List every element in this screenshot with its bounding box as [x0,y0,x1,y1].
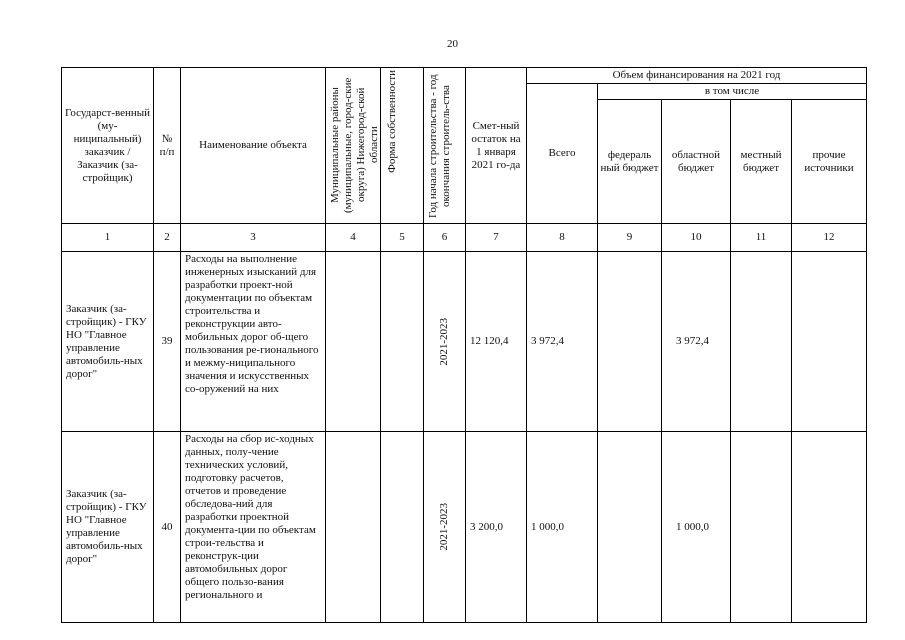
row-local [731,252,792,432]
header-ownership-cell [381,68,424,224]
header-including: в том числе [598,84,867,100]
row-num: 40 [154,432,181,623]
column-number: 10 [662,224,731,252]
row-years-cell [424,432,466,623]
row-object-name: Расходы на сбор ис-ходных данных, полу-чение технических условий, подготовку расчетов, отчетов и проведение обследова-ний для разработки проектной документа-ции по объектам строи-тельства и реконструк-ции автомобильных дорог общего пользо-вания регионального и [181,432,326,623]
header-years-cell [424,68,466,224]
row-years: 2021-2023 [438,503,450,551]
row-years: 2021-2023 [438,317,450,366]
row-customer: Заказчик (за-стройщик) - ГКУ НО "Главное управление автомобиль-ных дорог" [62,252,154,432]
header-municipal: Муниципальные районы (муниципальные, город-ские округа) Нижегород-ской области [329,76,380,213]
row-federal [598,432,662,623]
row-estimate: 3 200,0 [466,432,527,623]
header-municipal-cell [326,68,381,224]
row-other [792,252,867,432]
row-local [731,432,792,623]
row-regional: 1 000,0 [662,432,731,623]
header-ownership: Форма собственности [386,69,398,173]
column-number: 1 [62,224,154,252]
table-row [62,252,867,432]
row-ownership [381,252,424,432]
column-number: 7 [466,224,527,252]
header-federal: федераль ный бюджет [598,100,662,224]
header-total: Всего [527,84,598,224]
row-num: 39 [154,252,181,432]
column-number: 6 [424,224,466,252]
column-number: 8 [527,224,598,252]
column-number: 4 [326,224,381,252]
column-number: 9 [598,224,662,252]
row-object-name: Расходы на выполнение инженерных изысканий для разработки проект-ной документации по объектам строительства и реконструкции авто-мобильных дорог об-щего пользования ре-гионального и межму-ниципального значения и искусственных со-оружений на них [181,252,326,432]
column-number: 12 [792,224,867,252]
row-regional: 3 972,4 [662,252,731,432]
column-number: 3 [181,224,326,252]
header-other: прочие источники [792,100,867,224]
row-customer: Заказчик (за-стройщик) - ГКУ НО "Главное управление автомобиль-ных дорог" [62,432,154,623]
row-estimate: 12 120,4 [466,252,527,432]
row-ownership [381,432,424,623]
row-municipal [326,432,381,623]
header-financing: Объем финансирования на 2021 год [527,68,867,84]
row-other [792,432,867,623]
header-local: местный бюджет [731,100,792,224]
header-regional: областной бюджет [662,100,731,224]
row-total: 1 000,0 [527,432,598,623]
page-number: 20 [447,38,458,50]
table-row [62,432,867,623]
column-number: 5 [381,224,424,252]
column-number: 11 [731,224,792,252]
row-total: 3 972,4 [527,252,598,432]
header-num: № п/п [154,68,181,224]
column-number-row [62,224,867,252]
header-customer: Государст-венный (му-ниципальный) заказчик / Заказчик (за-стройщик) [62,68,154,224]
header-object-name: Наименование объекта [181,68,326,224]
column-number: 2 [154,224,181,252]
header-years: Год начала строительства - год окончания строитель-ства [426,73,452,218]
financing-table [61,67,867,623]
header-estimate: Смет-ный остаток на 1 января 2021 го-да [466,68,527,224]
row-years-cell [424,252,466,432]
row-federal [598,252,662,432]
row-municipal [326,252,381,432]
